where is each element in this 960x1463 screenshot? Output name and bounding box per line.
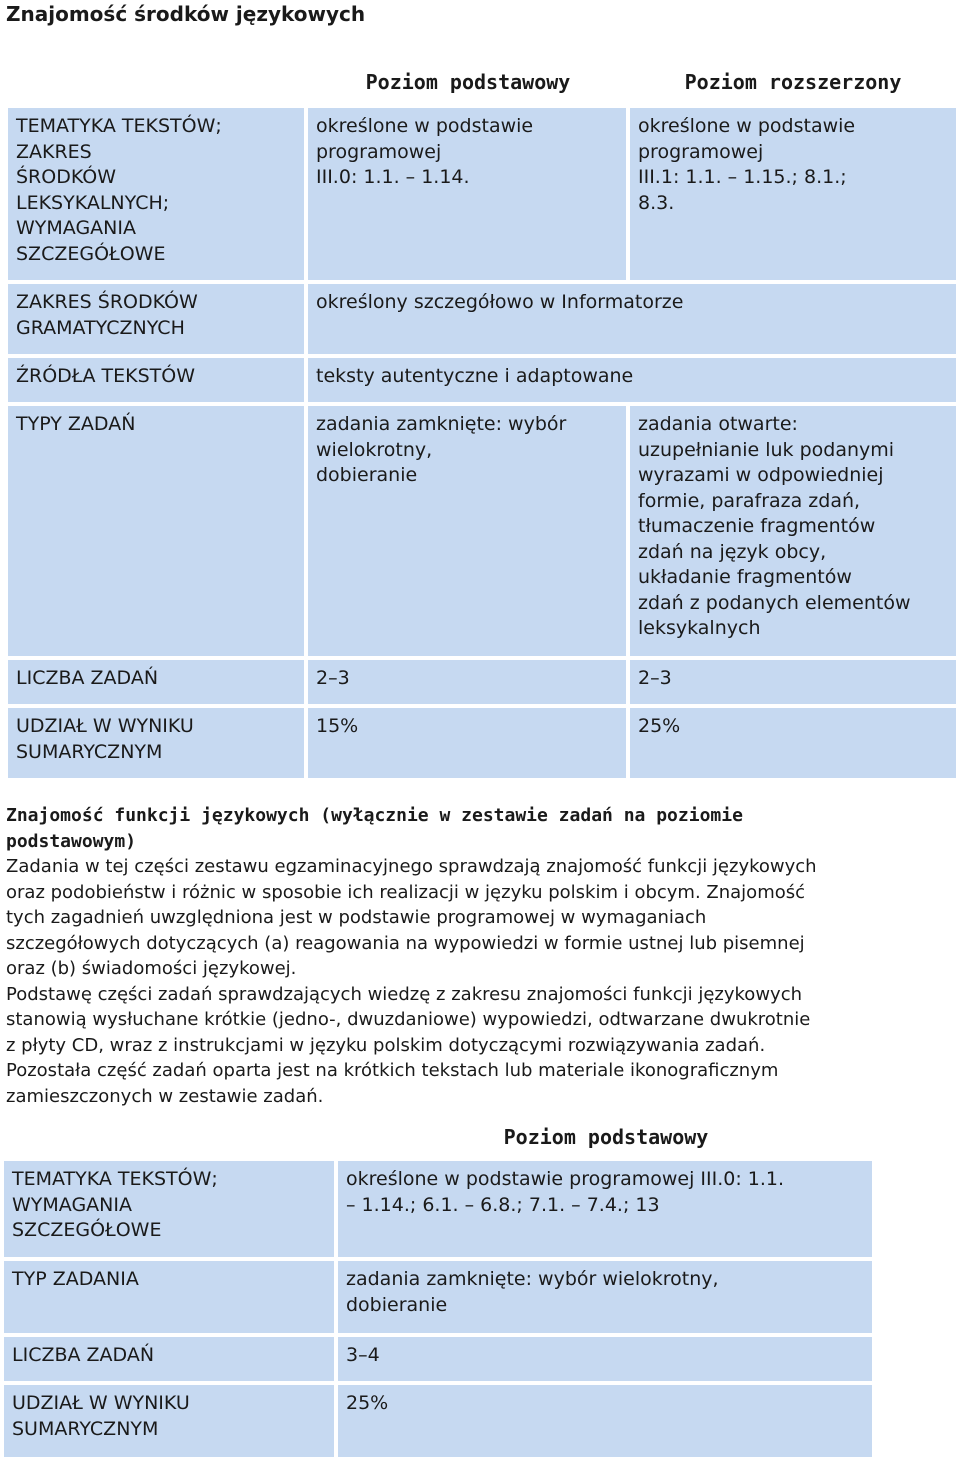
cell-share-basic: 15% bbox=[308, 708, 626, 778]
row-label-task-count: LICZBA ZADAŃ bbox=[8, 660, 304, 704]
cell-task-types-extended: zadania otwarte: uzupełnianie luk podanymi wyrazami w odpowiedniej formie, parafraza zdań, tłumaczenie fragmentów zdań na język obcy, układanie fragmentów zdań z podanych elementów leksykalnych bbox=[630, 406, 956, 656]
header-basic-level: Poziom podstawowy bbox=[365, 70, 571, 94]
row2-label-topics: TEMATYKA TEKSTÓW; WYMAGANIA SZCZEGÓŁOWE bbox=[4, 1161, 334, 1257]
row-label-share: UDZIAŁ W WYNIKU SUMARYCZNYM bbox=[8, 708, 304, 778]
cell-task-types-basic: zadania zamknięte: wybór wielokrotny, dobieranie bbox=[308, 406, 626, 656]
cell-topics-extended: określone w podstawie programowej III.1: 1.1. – 1.15.; 8.1.; 8.3. bbox=[630, 108, 956, 280]
row-label-sources: ŹRÓDŁA TEKSTÓW bbox=[8, 358, 304, 402]
row2-label-task-type: TYP ZADANIA bbox=[4, 1261, 334, 1333]
cell2-task-count-value: 3–4 bbox=[338, 1337, 872, 1381]
row-label-task-types: TYPY ZADAŃ bbox=[8, 406, 304, 656]
row-label-topics: TEMATYKA TEKSTÓW; ZAKRES ŚRODKÓW LEKSYKALNYCH; WYMAGANIA SZCZEGÓŁOWE bbox=[8, 108, 304, 280]
cell2-share-value: 25% bbox=[338, 1385, 872, 1457]
cell-task-count-basic: 2–3 bbox=[308, 660, 626, 704]
page-title: Znajomość środków językowych bbox=[6, 2, 366, 26]
header-extended-level: Poziom rozszerzony bbox=[684, 70, 902, 94]
cell-topics-basic: określone w podstawie programowej III.0: 1.1. – 1.14. bbox=[308, 108, 626, 280]
cell-sources-value: teksty autentyczne i adaptowane bbox=[308, 358, 956, 402]
cell2-topics-value: określone w podstawie programowej III.0: 1.1. – 1.14.; 6.1. – 6.8.; 7.1. – 7.4.; 13 bbox=[338, 1161, 872, 1257]
row2-label-share: UDZIAŁ W WYNIKU SUMARYCZNYM bbox=[4, 1385, 334, 1457]
row-label-grammar: ZAKRES ŚRODKÓW GRAMATYCZNYCH bbox=[8, 284, 304, 354]
section-paragraph-2: Podstawę części zadań sprawdzających wiedzę z zakresu znajomości funkcji językowych stanowią wysłuchane krótkie (jedno-, dwuzdaniowe) wypowiedzi, odtwarzane dwukrotnie z płyty CD, wraz z instrukcjami w języku polskim dotyczącymi rozwiązywania zadań. Pozostała część zadań oparta jest na krótkich tekstach lub materiale ikonograficznym zamieszczonych w zestawie zadań. bbox=[6, 983, 811, 1107]
row2-label-task-count: LICZBA ZADAŃ bbox=[4, 1337, 334, 1381]
cell2-task-type-value: zadania zamknięte: wybór wielokrotny, dobieranie bbox=[338, 1261, 872, 1333]
cell-share-extended: 25% bbox=[630, 708, 956, 778]
section-paragraph-1: Zadania w tej części zestawu egzaminacyjnego sprawdzają znajomość funkcji językowych oraz podobieństw i różnic w sposobie ich realizacji w języku polskim i obcym. Znajomość tych zagadnień uwzględniona jest w podstawie programowej w wymaganiach szczegółowych dotyczących (a) reagowania na wypowiedzi w formie ustnej lub pisemnej oraz (b) świadomości językowej. bbox=[6, 856, 817, 979]
section-heading: Znajomość funkcji językowych (wyłącznie w zestawie zadań na poziomie podstawowym) bbox=[6, 805, 743, 852]
header-basic-level-2: Poziom podstawowy bbox=[503, 1125, 709, 1149]
section-language-functions bbox=[6, 803, 956, 1109]
cell-task-count-extended: 2–3 bbox=[630, 660, 956, 704]
cell-grammar-value: określony szczegółowo w Informatorze bbox=[308, 284, 956, 354]
